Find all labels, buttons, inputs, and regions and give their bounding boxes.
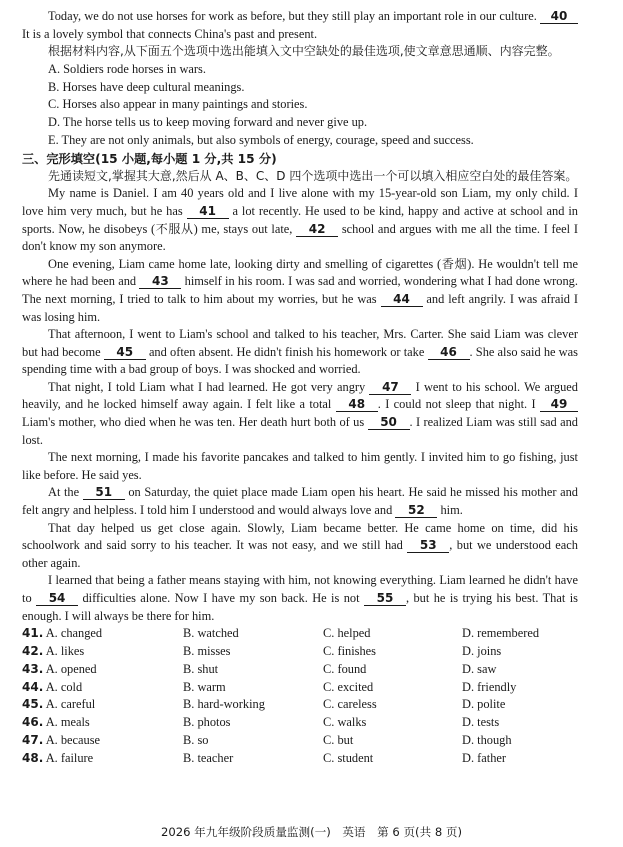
- blank-44: 44: [381, 292, 423, 307]
- passage-paragraph-7: That day helped us get close again. Slowly, Liam became better. He came home on time, did his schoolwork and said sorry to his teacher. It was not easy, and we still had 53 , but we understood each other again.: [22, 520, 578, 570]
- reading-instruction: 根据材料内容,从下面五个选项中选出能填入文中空缺处的最佳选项,使文章意思通顺、内容完整。: [48, 44, 560, 59]
- intro-paragraph: Today, we do not use horses for work as before, but they still play an important role in our culture. 40 It is a lovely symbol that connects China's past and present.: [22, 8, 578, 43]
- section-instruction: 先通读短文,掌握其大意,然后从 A、B、C、D 四个选项中选出一个可以填入相应空白处的最佳答案。: [48, 168, 578, 183]
- question-number: 48.: [22, 750, 44, 765]
- option-d: D. The horse tells us to keep moving forward and never give up.: [48, 115, 368, 130]
- passage-paragraph-6: At the 51 on Saturday, the quiet place made Liam open his heart. He said he missed his mother and felt angry and helpless. I told him I understood and would always love and 52 him.: [22, 485, 578, 518]
- exam-page: [22, 8, 578, 768]
- passage-paragraph-8: I learned that being a father means staying with him, not knowing everything. Liam learned he didn't have to 54 difficulties alone. Now I have my son back. He is not 55 , but he is trying his best. That is enough. I will always be there for him.: [22, 573, 578, 623]
- passage-paragraph-4: That night, I told Liam what I had learned. He got very angry 47 I went to his school. We argued heavily, and he locked himself away again. I felt like a total 48 . I could not sleep that night. I 49 Liam's mother, who died when he was ten. Her death hurt both of us 50 . I realized Liam was still sad and lost.: [22, 379, 578, 447]
- blank-52: 52: [395, 503, 437, 518]
- blank-54: 54: [36, 591, 78, 606]
- question-row: 44. A. cold B. warm C. excited D. friendly: [22, 679, 517, 694]
- question-row: 47. A. because B. so C. but D. though: [22, 732, 512, 747]
- question-number: 45.: [22, 697, 44, 712]
- option-b: B. Horses have deep cultural meanings.: [48, 79, 245, 94]
- passage-paragraph-2: One evening, Liam came home late, looking dirty and smelling of cigarettes (香烟). He wouldn't tell me where he had been and 43 himself in his room. I was sad and worried, wondering what I had done wrong. The next morning, I tried to talk to him about my worries, but he was 44 and left angrily. I was afraid I was losing him.: [22, 256, 578, 324]
- option-list: [22, 61, 578, 150]
- blank-55: 55: [364, 591, 406, 606]
- blank-46: 46: [428, 345, 470, 360]
- passage-paragraph-3: That afternoon, I went to Liam's school and talked to his teacher, Mrs. Carter. She said Liam was clever but had become 45 and often absent. He didn't finish his homework or take 46 . She also said he was spending time with a bad group of boys. I was shocked and worried.: [22, 327, 578, 377]
- blank-45: 45: [104, 345, 146, 360]
- question-number: 42.: [22, 644, 44, 658]
- question-row: 41. A. changed B. watched C. helped D. remembered: [22, 626, 540, 641]
- passage-paragraph-5: The next morning, I made his favorite pancakes and talked to him gently. I invited him to go fishing, just like before. He said yes.: [22, 450, 578, 482]
- cloze-passage: [22, 185, 578, 625]
- option-c: C. Horses also appear in many paintings and stories.: [48, 97, 308, 112]
- question-row: 48. A. failure B. teacher C. student D. father: [22, 750, 507, 765]
- blank-50: 50: [368, 415, 410, 430]
- blank-51: 51: [83, 485, 125, 500]
- blank-53: 53: [407, 538, 449, 553]
- question-row: 42. A. likes B. misses C. finishes D. joins: [22, 644, 502, 658]
- blank-49: 49: [540, 397, 578, 412]
- option-e: E. They are not only animals, but also symbols of energy, courage, speed and success.: [48, 132, 474, 147]
- blank-42: 42: [296, 222, 338, 237]
- passage-paragraph-1: My name is Daniel. I am 40 years old and I live alone with my 15-year-old son Liam, my only child. I love him very much, but he has 41 a lot recently. He used to be kind, happy and active at school and in sports. Now, he disobeys (不服从) me, stays out late, 42 school and argues with me all the time. I feel I don't know my son anymore.: [22, 186, 578, 254]
- question-number: 43.: [22, 661, 44, 676]
- blank-48: 48: [336, 397, 378, 412]
- blank-40: 40: [540, 9, 578, 24]
- question-number: 44.: [22, 679, 44, 694]
- question-number: 47.: [22, 732, 44, 747]
- blank-43: 43: [139, 274, 181, 289]
- question-list: [22, 625, 578, 767]
- blank-47: 47: [369, 380, 411, 395]
- blank-41: 41: [187, 204, 229, 219]
- question-number: 46.: [22, 715, 44, 730]
- question-row: 43. A. opened B. shut C. found D. saw: [22, 661, 497, 676]
- option-a: A. Soldiers rode horses in wars.: [48, 61, 206, 76]
- page-footer: 2026 年九年级阶段质量监测(一) 英语 第 6 页(共 8 页): [160, 825, 463, 839]
- question-row: 45. A. careful B. hard-working C. careless D. polite: [22, 697, 506, 712]
- section-title: 三、完形填空(15 小题,每小题 1 分,共 15 分): [22, 151, 277, 166]
- question-number: 41.: [22, 626, 44, 641]
- question-row: 46. A. meals B. photos C. walks D. tests: [22, 715, 500, 730]
